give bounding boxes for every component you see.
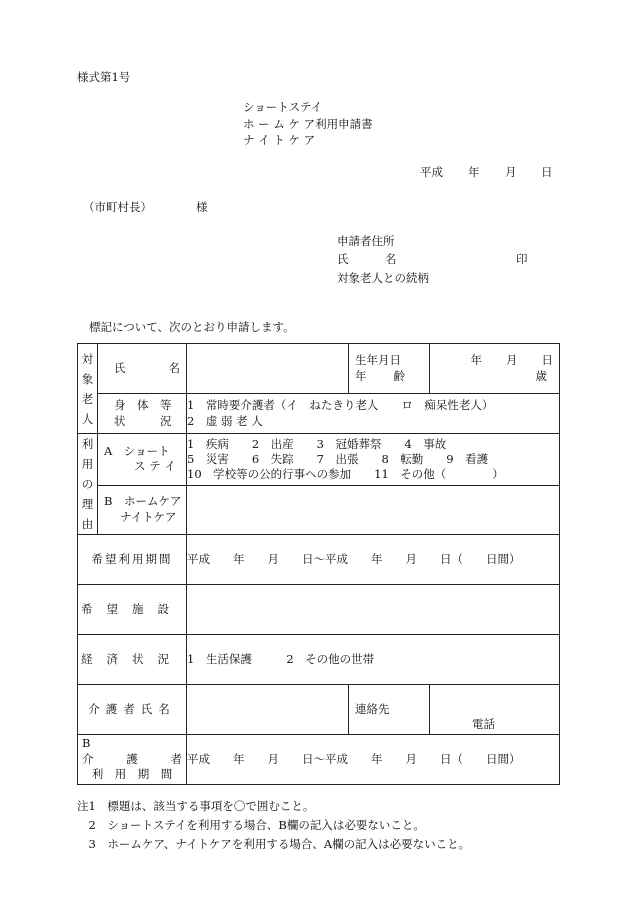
desired-facility-field[interactable]: [187, 585, 560, 635]
applicant-address-label: 申請者住所: [337, 234, 395, 248]
shortstay-reason-options[interactable]: 1 疾病 2 出産 3 冠婚葬祭 4 事故 5 災害 6 失踪 7 出張 8 転勤 9 看護 10 学校等の公的行事への参加 11 その他（ ）: [187, 434, 560, 486]
note-2: 2 ショートステイを利用する場合、B欄の記入は必要ないこと。: [77, 818, 425, 832]
condition-options[interactable]: 1 常時要介護者（イ ねたきり老人 ロ 痴呆性老人） 2 虚 弱 老 人: [187, 394, 560, 434]
b-caregiver-period-field[interactable]: 平成 年 月 日〜平成 年 月 日（ 日間）: [187, 735, 560, 785]
title-line-3: ナ イ ト ケ ア: [243, 133, 316, 147]
name-field[interactable]: [187, 344, 349, 394]
birthdate-field[interactable]: 年 月 日 歳: [430, 344, 560, 394]
shortstay-label-cell: A ショート ス テ イ: [98, 434, 187, 486]
condition-label-cell: 身 体 等 状 況: [98, 394, 187, 434]
b-caregiver-period-label: B 介 護 者 利 用 期 間: [78, 735, 187, 785]
economic-status-options[interactable]: 1 生活保護 2 その他の世帯: [187, 635, 560, 685]
homecare-reason-field[interactable]: [187, 485, 560, 535]
birthdate-label-cell: 生年月日 年 齢: [349, 344, 430, 394]
target-elderly-column: 対 象 老 人: [78, 344, 98, 434]
application-table: [77, 343, 560, 785]
form-number: 様式第1号: [77, 70, 131, 84]
desired-period-field[interactable]: 平成 年 月 日〜平成 年 月 日（ 日間）: [187, 535, 560, 585]
date-day: 日: [541, 165, 553, 179]
addressee-honorific: 様: [196, 200, 208, 214]
applicant-relation-label: 対象老人との続柄: [337, 271, 429, 285]
homecare-label-cell: B ホームケア ナイトケア: [98, 485, 187, 535]
applicant-name-label-1: 氏: [337, 252, 349, 266]
usage-reason-column: 利 用 の 理 由: [78, 434, 98, 535]
date-month: 月: [505, 165, 517, 179]
title-line-2: ホ ー ム ケ ア利用申請書: [243, 117, 373, 131]
notes: [77, 797, 470, 854]
caregiver-name-field[interactable]: [187, 685, 349, 735]
note-3: 3 ホームケア、ナイトケアを利用する場合、A欄の記入は必要ないこと。: [77, 837, 471, 851]
contact-label-cell: 連絡先: [349, 685, 430, 735]
contact-field[interactable]: 電話: [430, 685, 560, 735]
title-line-1: ショートステイ: [243, 100, 323, 114]
applicant-name-label-2: 名: [385, 252, 397, 266]
addressee-name: （市町村長）: [83, 200, 152, 214]
caregiver-name-label: 介護者氏名: [78, 685, 187, 735]
date-era: 平成: [420, 165, 443, 179]
intro-text: 標記について、次のとおり申請します。: [89, 320, 295, 334]
desired-period-label: 希望利用期間: [78, 535, 187, 585]
desired-facility-label: 希望施設: [78, 585, 187, 635]
note-1: 注1 標題は、該当する事項を〇で囲むこと。: [77, 799, 315, 813]
name-label-cell: 氏 名: [98, 344, 187, 394]
date-year: 年: [468, 165, 480, 179]
economic-status-label: 経済状況: [78, 635, 187, 685]
applicant-seal: 印: [516, 252, 528, 266]
